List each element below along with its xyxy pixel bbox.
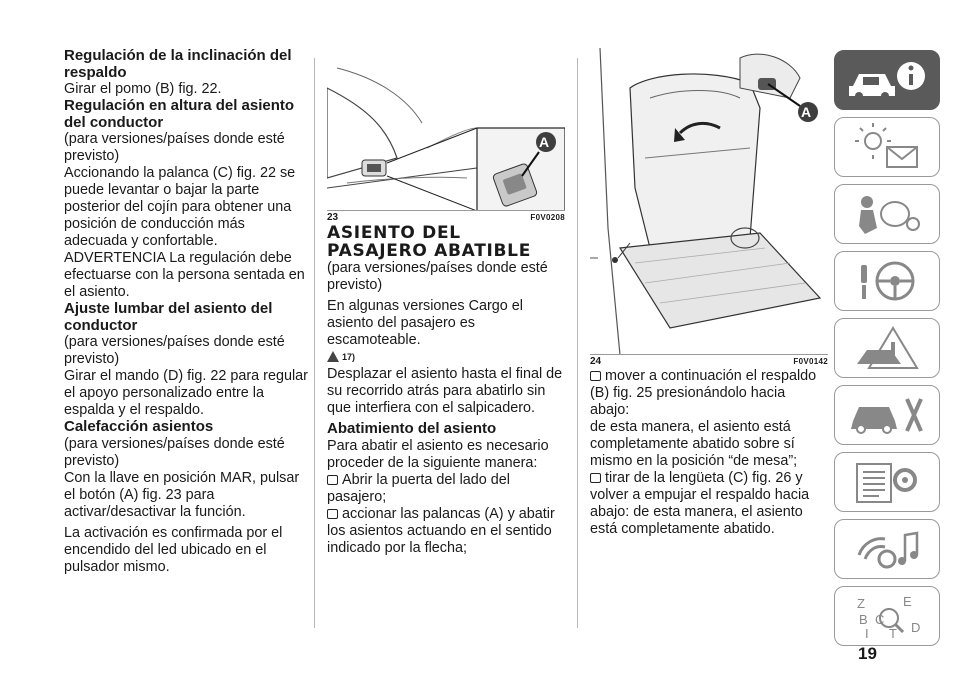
heading-driver-seat-height: Regulación en altura del asiento del conductor	[64, 97, 295, 131]
index-letter: E	[903, 594, 912, 609]
warning-reference: 17)	[327, 349, 565, 366]
figure-24-caption	[590, 356, 828, 368]
figure-23-number: 23	[327, 212, 339, 223]
heading-seat-heating: Calefacción asientos	[64, 418, 214, 435]
checkbox-bullet-icon	[590, 473, 601, 483]
car-maintenance-icon	[843, 391, 931, 439]
figure-24-seat-lever	[590, 48, 828, 355]
figure-24-number: 24	[590, 356, 602, 367]
column-divider-2	[577, 58, 578, 628]
text-availability-2: (para versiones/países donde esté previsto)	[64, 334, 285, 367]
text-cargo-versions: En algunas versiones Cargo el asiento del pasajero es escamoteable.	[327, 298, 523, 348]
car-info-icon	[843, 56, 931, 104]
checkbox-bullet-icon	[327, 509, 338, 519]
warning-triangle-icon	[327, 351, 339, 362]
text-lumbar-knob: Girar el mando (D) fig. 22 para regular el apoyo personalizado entre la espalda y el respaldo.	[64, 368, 308, 418]
airbag-safety-icon	[843, 190, 931, 238]
heading-lumbar: Ajuste lumbar del asiento del conductor	[64, 300, 273, 334]
tab-index[interactable]	[834, 586, 940, 646]
section-title-folding-passenger-seat: ASIENTO DEL PASAJERO ABATIBLE	[327, 223, 532, 261]
tab-safety[interactable]	[834, 184, 940, 244]
heading-backrest-recline: Regulación de la inclinación del respaldo	[64, 47, 292, 81]
text-move-seat-back: Desplazar el asiento hasta el final de su recorrido atrás para abatirlo sin que interfiera con el salpicadero.	[327, 366, 563, 416]
text-heating-led: La activación es confirmada por el encendido del led ubicado en el pulsador mismo.	[64, 524, 283, 575]
index-letter: C	[875, 612, 885, 627]
figure-23-illustration	[327, 48, 565, 211]
checkbox-bullet-icon	[590, 371, 601, 381]
column-divider-1	[314, 58, 315, 628]
tab-technical-data[interactable]	[834, 452, 940, 512]
bullet-operate-levers: accionar las palancas (A) y abatir los asientos actuando en el sentido indicado por la flecha;	[327, 505, 555, 556]
figure-24-callout-a: A	[801, 104, 812, 120]
text-availability-3: (para versiones/países donde esté previsto)	[64, 435, 285, 469]
text-table-position: de esta manera, el asiento está completamente abatido sobre sí mismo en la posición “de mesa”;	[590, 419, 798, 469]
text-height-lever: Accionando la palanca (C) fig. 22 se puede levantar o bajar la parte posterior del cojín para obtener una posición de conducción más adecuada y confortable.	[64, 165, 296, 249]
warning-lights-message-icon	[843, 123, 931, 171]
text-availability-1: (para versiones/países donde esté previsto)	[64, 131, 285, 164]
figure-24-code: F0V0142	[793, 357, 828, 366]
bullet-pull-tab: tirar de la lengüeta (C) fig. 26 y volver a empujar el respaldo hacia abajo: de esta manera, el asiento está completamente abatido.	[590, 470, 810, 537]
column-2	[327, 48, 565, 557]
text-heating-button: Con la llave en posición MAR, pulsar el botón (A) fig. 23 para activar/desactivar la función.	[64, 469, 300, 520]
heading-fold-seat: Abatimiento del asiento	[327, 420, 497, 437]
chapter-tabs-sidebar	[834, 50, 940, 653]
tab-emergency[interactable]	[834, 318, 940, 378]
index-letter: D	[911, 620, 921, 635]
column-1	[64, 48, 308, 576]
tab-starting-driving[interactable]	[834, 251, 940, 311]
figure-23-code: F0V0208	[530, 213, 565, 222]
technical-data-icon	[843, 458, 931, 506]
checkbox-bullet-icon	[327, 475, 338, 485]
bullet-move-backrest: mover a continuación el respaldo (B) fig. 25 presionándolo hacia abajo:	[590, 368, 817, 418]
tab-maintenance[interactable]	[834, 385, 940, 445]
text-availability-4: (para versiones/países donde esté previsto)	[327, 260, 548, 293]
index-letter: I	[865, 626, 869, 640]
figure-23-callout-a: A	[539, 134, 550, 150]
text-warning-seated: ADVERTENCIA La regulación debe efectuarse con la persona sentada en el asiento.	[64, 250, 305, 300]
steering-wheel-icon	[843, 257, 931, 305]
road-emergency-icon	[843, 324, 931, 372]
index-letter: B	[859, 612, 868, 627]
page-number: 19	[858, 644, 877, 663]
index-letter: T	[889, 626, 897, 640]
index-letters-icon	[843, 592, 931, 640]
figure-24-illustration	[590, 48, 828, 355]
tab-warning-lights[interactable]	[834, 117, 940, 177]
bullet-open-door: Abrir la puerta del lado del pasajero;	[327, 471, 510, 505]
tab-multimedia[interactable]	[834, 519, 940, 579]
index-letter: Z	[857, 596, 865, 611]
text-fold-procedure: Para abatir el asiento es necesario proceder de la siguiente manera:	[327, 437, 549, 471]
text-backrest-knob: Girar el pomo (B) fig. 22.	[64, 81, 222, 97]
tab-car-info[interactable]	[834, 50, 940, 110]
multimedia-icon	[843, 525, 931, 573]
figure-23-heated-seat-button	[327, 48, 565, 211]
column-3	[590, 48, 828, 538]
